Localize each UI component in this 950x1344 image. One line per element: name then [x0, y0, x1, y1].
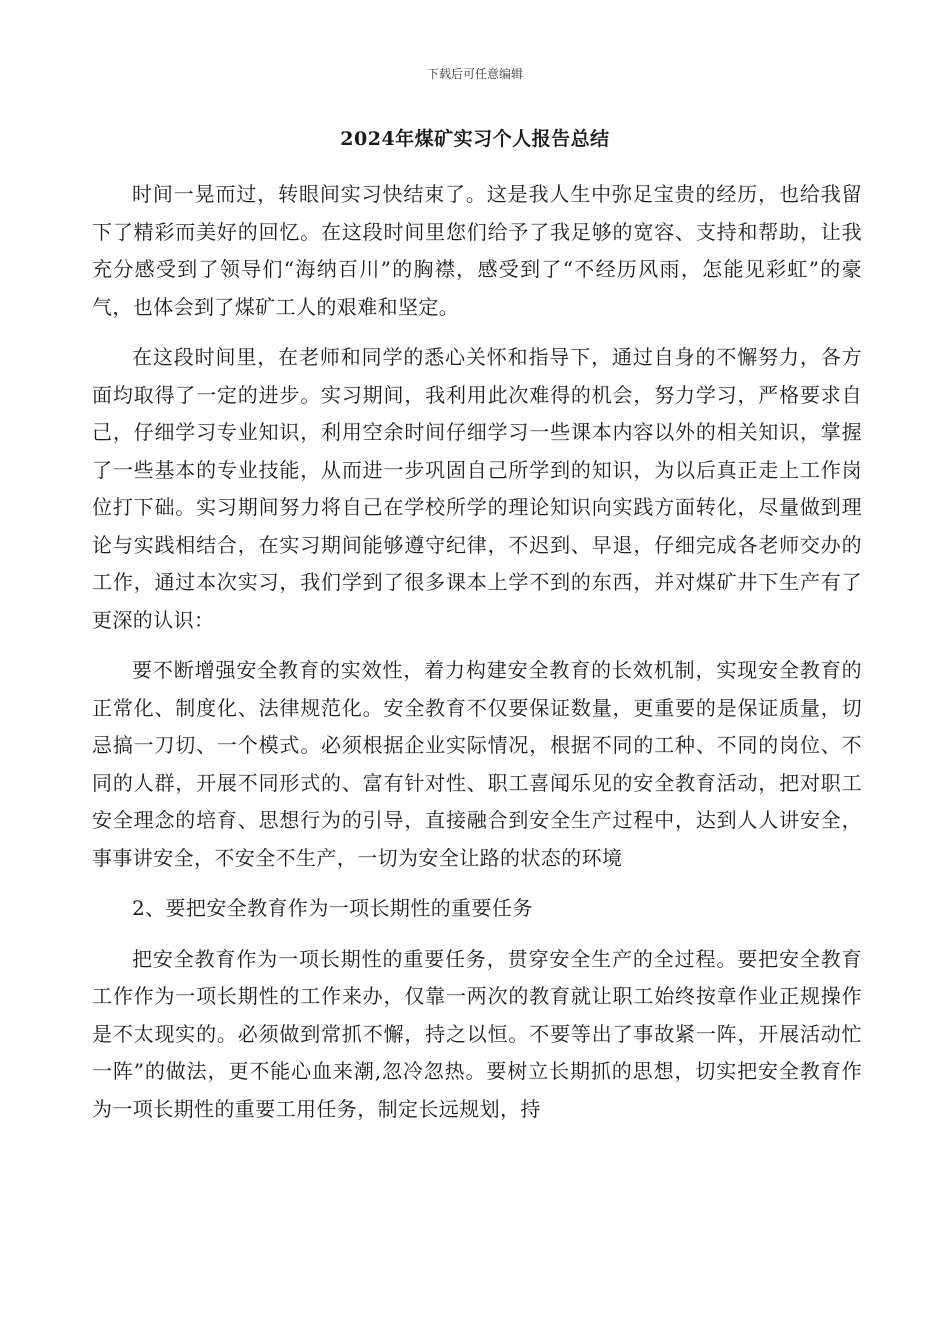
document-title: 2024年煤矿实习个人报告总结	[340, 128, 610, 150]
paragraph-safety-education: 要不断增强安全教育的实效性，着力构建安全教育的长效机制，实现安全教育的正常化、制度化、法律规范化。安全教育不仅要保证数量，更重要的是保证质量，切忌搞一刀切、一个模式。必须根据企业实际情况，根据不同的工种、不同的岗位、不同的人群，开展不同形式的、富有针对性、职工喜闻乐见的安全教育活动，把对职工安全理念的培育、思想行为的引导，直接融合到安全生产过程中，达到人人讲安全，事事讲安全，不安全不生产，一切为安全让路的状态的环境	[92, 658, 862, 870]
paragraph-intro: 时间一晃而过，转眼间实习快结束了。这是我人生中弥足宝贵的经历，也给我留下了精彩而美好的回忆。在这段时间里您们给予了我足够的宽容、支持和帮助，让我充分感受到了领导们“海纳百川”的胸襟，感受到了“不经历风雨，怎能见彩虹”的豪气，也体会到了煤矿工人的艰难和坚定。	[92, 182, 862, 319]
header-note: 下载后可任意编辑	[426, 67, 523, 81]
document-body	[92, 176, 862, 1128]
paragraph-long-term-task: 把安全教育作为一项长期性的重要任务，贯穿安全生产的全过程。要把安全教育工作作为一项长期性的工作来办，仅靠一两次的教育就让职工始终按章作业正规操作是不太现实的。必须做到常抓不懈，持之以恒。不要等出了事故紧一阵，开展活动忙一阵”的做法，更不能心血来潮,忽冷忽热。要树立长期抓的思想，切实把安全教育作为一项长期性的重要工用任务，制定长远规划，持	[92, 946, 862, 1121]
section-heading-2: 2、要把安全教育作为一项长期性的重要任务	[132, 896, 533, 920]
paragraph-progress: 在这段时间里，在老师和同学的悉心关怀和指导下，通过自身的不懈努力，各方面均取得了一定的进步。实习期间，我利用此次难得的机会，努力学习，严格要求自己，仔细学习专业知识，利用空余时间仔细学习一些课本内容以外的相关知识，掌握了一些基本的专业技能，从而进一步巩固自己所学到的知识，为以后真正走上工作岗位打下础。实习期间努力将自己在学校所学的理论知识向实践方面转化，尽量做到理论与实践相结合，在实习期间能够遵守纪律，不迟到、早退，仔细完成各老师交办的工作，通过本次实习，我们学到了很多课本上学不到的东西，并对煤矿井下生产有了更深的认识：	[92, 345, 862, 632]
